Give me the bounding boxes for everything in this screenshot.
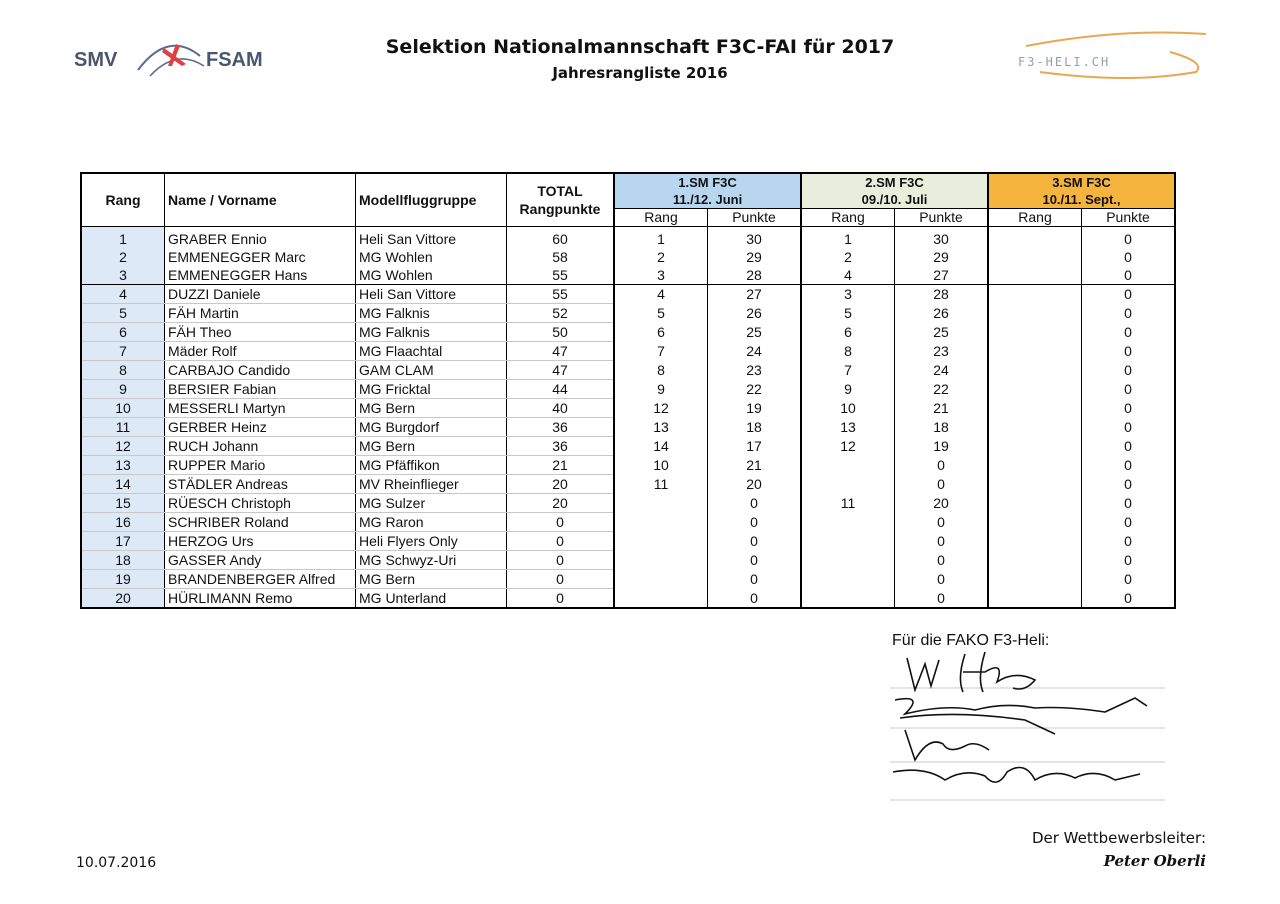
sm2-rang-cell	[801, 532, 895, 551]
group-cell: MG Fricktal	[356, 380, 507, 399]
total-cell: 55	[507, 285, 615, 304]
sm2-punkte-cell: 0	[895, 551, 989, 570]
rang-cell: 18	[81, 551, 165, 570]
sm1-rang-cell: 2	[614, 248, 708, 266]
header-sm3-date: 10./11. Sept.,	[1042, 192, 1121, 207]
page-subtitle: Jahresrangliste 2016	[552, 64, 728, 82]
sm2-punkte-cell: 28	[895, 285, 989, 304]
sm1-rang-cell: 7	[614, 342, 708, 361]
sm2-rang-cell: 11	[801, 494, 895, 513]
sm1-punkte-cell: 27	[708, 285, 802, 304]
sm2-punkte-cell: 0	[895, 456, 989, 475]
header-name: Name / Vorname	[165, 173, 356, 227]
sm2-rang-cell: 4	[801, 266, 895, 285]
name-cell: HÜRLIMANN Remo	[165, 589, 356, 609]
sm1-punkte-cell: 22	[708, 380, 802, 399]
name-cell: STÄDLER Andreas	[165, 475, 356, 494]
sm1-punkte-cell: 19	[708, 399, 802, 418]
table-row	[81, 532, 1175, 551]
rang-cell: 15	[81, 494, 165, 513]
sm2-rang-cell	[801, 475, 895, 494]
sm1-rang-cell	[614, 570, 708, 589]
sm2-rang-cell: 5	[801, 304, 895, 323]
name-cell: BRANDENBERGER Alfred	[165, 570, 356, 589]
table-row	[81, 456, 1175, 475]
sm3-punkte-cell: 0	[1124, 419, 1132, 435]
sm3-rang-cell	[988, 266, 1082, 285]
table-row	[81, 418, 1175, 437]
f3-heli-logo	[1010, 28, 1210, 88]
total-cell: 55	[507, 266, 615, 285]
sm2-rang-cell	[801, 589, 895, 609]
sm3-punkte-cell: 0	[1124, 495, 1132, 511]
document-date: 10.07.2016	[76, 855, 157, 871]
name-cell: HERZOG Urs	[165, 532, 356, 551]
total-cell: 60	[507, 227, 615, 249]
group-cell: MG Raron	[356, 513, 507, 532]
name-cell: RÜESCH Christoph	[165, 494, 356, 513]
header-sm1-date: 11./12. Juni	[672, 192, 743, 207]
subheader-sm2-rang: Rang	[801, 209, 895, 227]
sm1-rang-cell: 12	[614, 399, 708, 418]
sm3-punkte-cell: 0	[1124, 476, 1132, 492]
sm1-punkte-cell: 21	[708, 456, 802, 475]
name-cell: DUZZI Daniele	[165, 285, 356, 304]
rang-cell: 2	[81, 248, 165, 266]
subheader-sm1-punkte: Punkte	[708, 209, 802, 227]
name-cell: RUPPER Mario	[165, 456, 356, 475]
rang-cell: 5	[81, 304, 165, 323]
header-total-line2: Rangpunkte	[519, 201, 601, 217]
name-cell: FÄH Theo	[165, 323, 356, 342]
subheader-sm3-punkte: Punkte	[1082, 209, 1176, 227]
rang-cell: 13	[81, 456, 165, 475]
sm1-punkte-cell: 0	[708, 532, 802, 551]
sm3-rang-cell	[988, 437, 1082, 456]
total-cell: 44	[507, 380, 615, 399]
sm2-rang-cell	[801, 570, 895, 589]
total-cell: 47	[507, 361, 615, 380]
sm2-rang-cell: 9	[801, 380, 895, 399]
wettbewerbsleiter-name: Peter Oberli	[1103, 852, 1206, 870]
rang-cell: 9	[81, 380, 165, 399]
rang-cell: 11	[81, 418, 165, 437]
sm2-punkte-cell: 0	[895, 570, 989, 589]
sm3-rang-cell	[988, 570, 1082, 589]
sm3-punkte-cell: 0	[1124, 400, 1132, 416]
sm2-punkte-cell: 27	[895, 266, 989, 285]
sm3-punkte-cell: 0	[1082, 266, 1176, 285]
sm1-punkte-cell: 18	[708, 418, 802, 437]
header-rang: Rang	[81, 173, 165, 227]
header-sm2-date: 09./10. Juli	[861, 192, 928, 207]
name-cell: FÄH Martin	[165, 304, 356, 323]
total-cell: 58	[507, 248, 615, 266]
sm3-rang-cell	[988, 361, 1082, 380]
sm3-rang-cell	[988, 494, 1082, 513]
sm3-rang-cell	[988, 456, 1082, 475]
rang-cell: 17	[81, 532, 165, 551]
total-cell: 36	[507, 437, 615, 456]
group-cell: MG Flaachtal	[356, 342, 507, 361]
sm2-punkte-cell: 21	[895, 399, 989, 418]
sm3-punkte-cell: 0	[1124, 589, 1132, 606]
sm3-punkte-cell: 0	[1124, 249, 1132, 265]
total-cell: 21	[507, 456, 615, 475]
name-cell: GERBER Heinz	[165, 418, 356, 437]
table-row	[81, 551, 1175, 570]
sm3-rang-cell	[988, 418, 1082, 437]
total-cell: 40	[507, 399, 615, 418]
sm3-punkte-cell: 0	[1124, 552, 1132, 568]
table-row	[81, 285, 1175, 304]
wettbewerbsleiter-label: Der Wettbewerbsleiter:	[1031, 829, 1206, 847]
total-cell: 36	[507, 418, 615, 437]
total-cell: 50	[507, 323, 615, 342]
group-cell: MG Unterland	[356, 589, 507, 609]
sm1-rang-cell	[614, 494, 708, 513]
rang-cell: 14	[81, 475, 165, 494]
sm1-rang-cell: 8	[614, 361, 708, 380]
sm2-punkte-cell: 22	[895, 380, 989, 399]
logo-text-smv: SMV	[74, 49, 118, 71]
sm2-punkte-cell: 18	[895, 418, 989, 437]
sm3-punkte-cell: 0	[1124, 305, 1132, 321]
header-group: Modellfluggruppe	[356, 173, 507, 227]
handwritten-signatures	[893, 652, 1147, 782]
sm3-rang-cell	[988, 399, 1082, 418]
sm2-rang-cell: 12	[801, 437, 895, 456]
sm1-punkte-cell: 29	[708, 248, 802, 266]
sm1-punkte-cell: 26	[708, 304, 802, 323]
sm2-punkte-cell: 0	[895, 589, 989, 609]
sm1-punkte-cell: 17	[708, 437, 802, 456]
header-sm3-title: 3.SM F3C	[1052, 175, 1111, 190]
group-cell: MG Burgdorf	[356, 418, 507, 437]
sm3-punkte-cell: 0	[1124, 533, 1132, 549]
sm2-rang-cell: 13	[801, 418, 895, 437]
sm1-rang-cell	[614, 513, 708, 532]
total-cell: 0	[507, 570, 615, 589]
total-cell: 0	[507, 532, 615, 551]
sm1-punkte-cell: 0	[708, 513, 802, 532]
sm3-rang-cell	[988, 323, 1082, 342]
sm1-punkte-cell: 28	[708, 266, 802, 285]
signature-block	[885, 650, 1170, 810]
rang-cell: 20	[81, 589, 165, 609]
fako-label: Für die FAKO F3-Heli:	[892, 632, 1050, 649]
total-cell: 52	[507, 304, 615, 323]
sm1-rang-cell: 6	[614, 323, 708, 342]
sm2-punkte-cell: 26	[895, 304, 989, 323]
group-cell: MG Falknis	[356, 323, 507, 342]
sm3-rang-cell	[988, 342, 1082, 361]
sm2-rang-cell	[801, 456, 895, 475]
sm1-rang-cell: 10	[614, 456, 708, 475]
sm3-rang-cell	[988, 285, 1082, 304]
sm3-rang-cell	[988, 532, 1082, 551]
table-row	[81, 570, 1175, 589]
rang-cell: 1	[81, 227, 165, 249]
sm1-rang-cell: 1	[614, 227, 708, 249]
header-total-line1: TOTAL	[537, 183, 583, 199]
sm3-rang-cell	[988, 475, 1082, 494]
sm2-punkte-cell: 19	[895, 437, 989, 456]
table-row	[81, 399, 1175, 418]
sm1-rang-cell	[614, 532, 708, 551]
header-sm2	[801, 173, 988, 209]
sm3-rang-cell	[988, 248, 1082, 266]
sm3-punkte-cell: 0	[1124, 343, 1132, 359]
header-sm1-title: 1.SM F3C	[678, 175, 737, 190]
sm3-rang-cell	[988, 513, 1082, 532]
sm1-punkte-cell: 23	[708, 361, 802, 380]
sm3-punkte-cell: 0	[1124, 457, 1132, 473]
page-title: Selektion Nationalmannschaft F3C-FAI für 2017	[385, 36, 895, 58]
rang-cell: 10	[81, 399, 165, 418]
sm1-rang-cell: 9	[614, 380, 708, 399]
sm3-punkte-cell: 0	[1124, 286, 1132, 303]
table-row	[81, 342, 1175, 361]
name-cell: GASSER Andy	[165, 551, 356, 570]
sm1-punkte-cell: 20	[708, 475, 802, 494]
sm3-punkte-cell: 0	[1124, 362, 1132, 378]
table-row	[81, 248, 1175, 266]
name-cell: BERSIER Fabian	[165, 380, 356, 399]
rang-cell: 8	[81, 361, 165, 380]
group-cell: Heli San Vittore	[356, 285, 507, 304]
table-row	[81, 380, 1175, 399]
table-row	[81, 437, 1175, 456]
name-cell: EMMENEGGER Marc	[165, 248, 356, 266]
subheader-sm2-punkte: Punkte	[895, 209, 989, 227]
logo-text-f3heli: F3-HELI.CH	[1018, 55, 1111, 69]
sm2-rang-cell: 6	[801, 323, 895, 342]
group-cell: MG Falknis	[356, 304, 507, 323]
group-cell: Heli San Vittore	[356, 227, 507, 249]
sm2-punkte-cell: 25	[895, 323, 989, 342]
sm2-rang-cell: 10	[801, 399, 895, 418]
rang-cell: 3	[81, 266, 165, 285]
sm2-punkte-cell: 0	[895, 513, 989, 532]
rang-cell: 19	[81, 570, 165, 589]
sm2-punkte-cell: 30	[895, 227, 989, 249]
sm1-punkte-cell: 0	[708, 551, 802, 570]
name-cell: GRABER Ennio	[165, 227, 356, 249]
sm3-punkte-cell: 0	[1124, 438, 1132, 454]
group-cell: MG Wohlen	[356, 266, 507, 285]
sm3-rang-cell	[988, 589, 1082, 609]
name-cell: SCHRIBER Roland	[165, 513, 356, 532]
sm2-rang-cell: 3	[801, 285, 895, 304]
sm1-punkte-cell: 0	[708, 494, 802, 513]
header-sm1	[614, 173, 801, 209]
group-cell: MG Sulzer	[356, 494, 507, 513]
sm3-rang-cell	[988, 227, 1082, 249]
rang-cell: 16	[81, 513, 165, 532]
rang-cell: 4	[81, 285, 165, 304]
ranking-table	[80, 172, 1176, 609]
total-cell: 20	[507, 475, 615, 494]
rang-cell: 7	[81, 342, 165, 361]
sm1-rang-cell: 5	[614, 304, 708, 323]
logo-text-fsam: FSAM	[206, 49, 263, 71]
name-cell: RUCH Johann	[165, 437, 356, 456]
sm2-rang-cell: 8	[801, 342, 895, 361]
sm3-punkte-cell: 0	[1124, 324, 1132, 340]
subheader-sm3-rang: Rang	[988, 209, 1082, 227]
total-cell: 0	[507, 513, 615, 532]
group-cell: MG Bern	[356, 399, 507, 418]
sm1-punkte-cell: 0	[708, 589, 802, 609]
table-row	[81, 513, 1175, 532]
subheader-sm1-rang: Rang	[614, 209, 708, 227]
table-row	[81, 361, 1175, 380]
table-row	[81, 304, 1175, 323]
sm2-punkte-cell: 20	[895, 494, 989, 513]
sm2-rang-cell	[801, 513, 895, 532]
sm2-rang-cell	[801, 551, 895, 570]
table-row	[81, 227, 1175, 249]
total-cell: 20	[507, 494, 615, 513]
sm3-punkte-cell: 0	[1124, 514, 1132, 530]
sm3-rang-cell	[988, 551, 1082, 570]
header-sm3	[988, 173, 1175, 209]
sm2-rang-cell: 7	[801, 361, 895, 380]
sm2-punkte-cell: 23	[895, 342, 989, 361]
smv-fsam-logo	[72, 36, 282, 82]
sm3-punkte-cell: 0	[1124, 571, 1132, 587]
rang-cell: 6	[81, 323, 165, 342]
sm1-rang-cell	[614, 589, 708, 609]
table-row	[81, 494, 1175, 513]
group-cell: MG Wohlen	[356, 248, 507, 266]
sm1-rang-cell: 4	[614, 285, 708, 304]
sm2-punkte-cell: 24	[895, 361, 989, 380]
sm1-punkte-cell: 25	[708, 323, 802, 342]
group-cell: MG Schwyz-Uri	[356, 551, 507, 570]
sm3-rang-cell	[988, 380, 1082, 399]
table-row	[81, 323, 1175, 342]
sm3-rang-cell	[988, 304, 1082, 323]
table-row	[81, 475, 1175, 494]
sm3-punkte-cell: 0	[1124, 231, 1132, 247]
group-cell: MG Bern	[356, 437, 507, 456]
name-cell: Mäder Rolf	[165, 342, 356, 361]
name-cell: CARBAJO Candido	[165, 361, 356, 380]
sm2-punkte-cell: 0	[895, 475, 989, 494]
total-cell: 0	[507, 589, 615, 609]
sm1-punkte-cell: 30	[708, 227, 802, 249]
name-cell: MESSERLI Martyn	[165, 399, 356, 418]
sm1-rang-cell	[614, 551, 708, 570]
sm1-rang-cell: 13	[614, 418, 708, 437]
sm2-punkte-cell: 0	[895, 532, 989, 551]
sm1-punkte-cell: 0	[708, 570, 802, 589]
total-cell: 0	[507, 551, 615, 570]
sm3-punkte-cell: 0	[1124, 381, 1132, 397]
group-cell: Heli Flyers Only	[356, 532, 507, 551]
table-row	[81, 589, 1175, 609]
table-row	[81, 266, 1175, 285]
header-sm2-title: 2.SM F3C	[865, 175, 924, 190]
rang-cell: 12	[81, 437, 165, 456]
name-cell: EMMENEGGER Hans	[165, 266, 356, 285]
group-cell: MG Bern	[356, 570, 507, 589]
sm2-rang-cell: 1	[801, 227, 895, 249]
sm2-punkte-cell: 29	[895, 248, 989, 266]
sm1-rang-cell: 11	[614, 475, 708, 494]
sm1-rang-cell: 14	[614, 437, 708, 456]
sm1-punkte-cell: 24	[708, 342, 802, 361]
sm2-rang-cell: 2	[801, 248, 895, 266]
group-cell: MG Pfäffikon	[356, 456, 507, 475]
header-total	[507, 173, 615, 227]
total-cell: 47	[507, 342, 615, 361]
group-cell: MV Rheinflieger	[356, 475, 507, 494]
sm1-rang-cell: 3	[614, 266, 708, 285]
group-cell: GAM CLAM	[356, 361, 507, 380]
